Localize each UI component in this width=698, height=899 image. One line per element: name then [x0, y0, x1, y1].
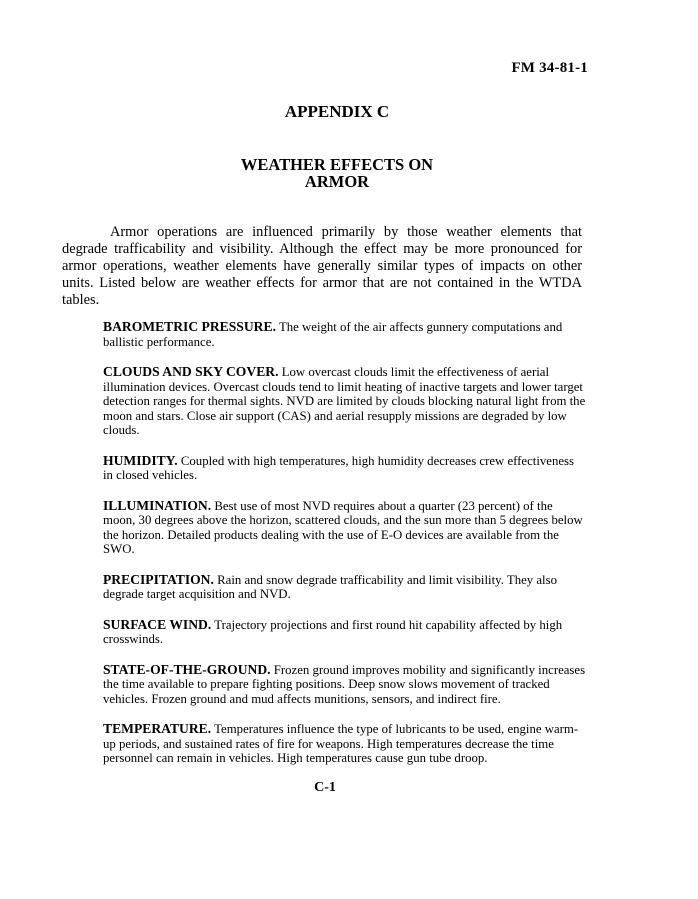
item-term: TEMPERATURE.: [103, 721, 212, 736]
item-text: Frozen ground improves mobility and significantly increases the time available to prepare fighting positions. Deep snow slows movement of tracked vehicles. Frozen ground and mud affects munitions, sensors, and indirect fire.: [103, 662, 586, 706]
item-barometric-pressure: [103, 320, 587, 349]
weather-effects-list: [103, 320, 587, 782]
item-text: Temperatures influence the type of lubricants to be used, engine warm-up periods, and sustained rates of fire for weapons. High temperatures decrease the time personnel can remain in vehicles. High temperatures cause gun tube droop.: [103, 722, 579, 765]
item-text: Best use of most NVD requires about a quarter (23 percent) of the moon, 30 degrees above the horizon, scattered clouds, and the sun more than 5 degrees below the horizon. Detailed products dealing with the use of E-O devices are available from the SWO.: [103, 498, 583, 556]
appendix-label: APPENDIX C: [284, 102, 390, 121]
item-temperature: [103, 722, 587, 766]
page-title-line-2: ARMOR: [304, 172, 370, 191]
item-term: CLOUDS AND SKY COVER.: [103, 364, 279, 379]
item-text: The weight of the air affects gunnery computations and ballistic performance.: [103, 320, 563, 349]
item-text: Trajectory projections and first round hit capability affected by high crosswinds.: [103, 617, 563, 646]
item-term: BAROMETRIC PRESSURE.: [103, 319, 276, 334]
item-text: Low overcast clouds limit the effectiveness of aerial illumination devices. Overcast clouds tend to limit heating of inactive targets and lower target detection ranges for thermal sights. NVD are limited by clouds blocking natural light from the moon and stars. Close air support (CAS) and aerial resupply missions are degraded by low clouds.: [103, 365, 586, 437]
document-id: FM 34-81-1: [511, 60, 588, 76]
item-clouds-and-sky-cover: [103, 365, 587, 438]
item-term: SURFACE WIND.: [103, 616, 212, 632]
item-term: PRECIPITATION.: [103, 571, 214, 587]
intro-paragraph: Armor operations are influenced primarily by those weather elements that degrade trafficability and visibility. Although the effect may be more pronounced for armor operations, weather elements have generally similar types of impacts on other units. Listed below are weather effects for armor that are not contained in the WTDA tables.: [62, 224, 582, 308]
item-illumination: [103, 499, 587, 557]
item-precipitation: [103, 573, 587, 602]
page-number: C-1: [314, 780, 336, 795]
item-term: ILLUMINATION.: [103, 497, 212, 513]
item-term: STATE-OF-THE-GROUND.: [103, 661, 271, 677]
item-text: Coupled with high temperatures, high humidity decreases crew effectiveness in closed vehicles.: [103, 453, 575, 482]
page-title: [0, 156, 698, 190]
item-term: HUMIDITY.: [103, 452, 178, 468]
item-surface-wind: [103, 618, 587, 647]
item-state-of-the-ground: [103, 663, 587, 707]
item-text: Rain and snow degrade trafficability and limit visibility. They also degrade target acquisition and NVD.: [103, 572, 557, 601]
page-title-line-1: WEATHER EFFECTS ON: [240, 155, 434, 174]
item-humidity: [103, 454, 587, 483]
